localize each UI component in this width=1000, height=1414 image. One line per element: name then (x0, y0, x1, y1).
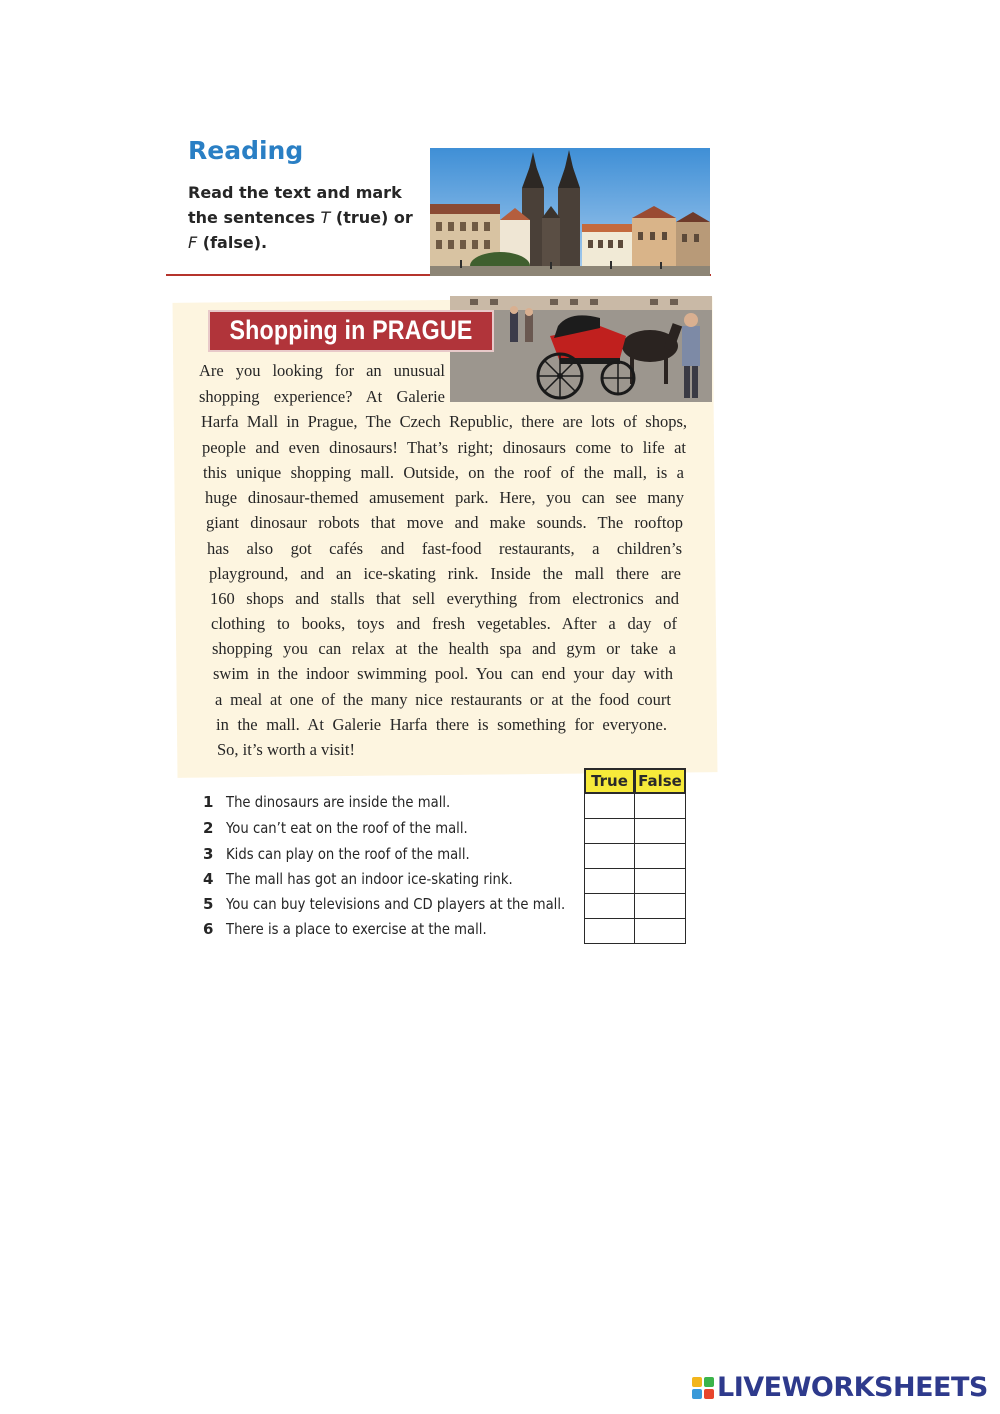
question-text: Kids can play on the roof of the mall. (226, 845, 470, 863)
section-heading: Reading (188, 136, 304, 165)
answer-true-q4[interactable] (584, 868, 635, 894)
question-number: 1 (203, 793, 214, 811)
article-line: clothing to books, toys and fresh vegetables. After a day of (211, 614, 677, 633)
question-number: 3 (203, 845, 214, 863)
answer-false-q1[interactable] (634, 793, 686, 819)
article-intro: Are you looking for an unusual shopping experience? At Galerie (199, 361, 445, 406)
prague-square-illustration (430, 148, 710, 276)
article-line: 160 shops and stalls that sell everything from electronics and (210, 589, 679, 608)
answer-true-q3[interactable] (584, 843, 635, 869)
article-line: in the mall. At Galerie Harfa there is something for everyone. (216, 715, 667, 734)
question-text: There is a place to exercise at the mall. (226, 920, 487, 938)
article-line: swim in the indoor swimming pool. You can end your day with (213, 664, 673, 683)
article-title: Shopping in PRAGUE (229, 315, 473, 345)
prague-square-photo (430, 148, 710, 276)
article-line: has also got cafés and fast-food restaurants, a children’s (207, 539, 682, 558)
liveworksheets-logo-icon (692, 1377, 714, 1399)
question-text: You can’t eat on the roof of the mall. (226, 819, 468, 837)
article-line: giant dinosaur robots that move and make sounds. The rooftop (206, 513, 683, 532)
answer-true-q2[interactable] (584, 818, 635, 844)
answer-false-q6[interactable] (634, 918, 686, 944)
question-text: You can buy televisions and CD players at the mall. (226, 895, 566, 913)
answer-false-q4[interactable] (634, 868, 686, 894)
question-number: 6 (203, 920, 214, 938)
article-line: Harfa Mall in Prague, The Czech Republic, there are lots of shops, (201, 412, 687, 431)
article-line: this unique shopping mall. Outside, on the roof of the mall, is a (203, 463, 684, 482)
article-line: shopping you can relax at the health spa and gym or take a (212, 639, 676, 658)
instructions-part: (true) or (330, 208, 413, 227)
answer-true-q6[interactable] (584, 918, 635, 944)
answer-false-q3[interactable] (634, 843, 686, 869)
column-header-true: True (584, 768, 635, 794)
instructions-part: (false). (197, 233, 268, 252)
brand-name: LIVEWORKSHEETS (717, 1372, 988, 1403)
answer-false-q2[interactable] (634, 818, 686, 844)
column-header-false: False (634, 768, 686, 794)
answer-true-q5[interactable] (584, 893, 635, 919)
question-number: 2 (203, 819, 214, 837)
instructions-false-letter: F (188, 233, 198, 252)
logo-squares-icon (692, 1377, 714, 1399)
article-line: So, it’s worth a visit! (217, 740, 355, 759)
article-line: playground, and an ice-skating rink. Inside the mall there are (209, 564, 681, 583)
article-line: huge dinosaur-themed amusement park. Here, you can see many (205, 488, 684, 507)
question-text: The mall has got an indoor ice-skating rink. (226, 870, 513, 888)
article-line: a meal at one of the many nice restaurants or at the food court (215, 690, 671, 709)
article-line: people and even dinosaurs! That’s right; dinosaurs come to life at (202, 438, 686, 457)
instructions-part: Read the text and mark the sentences (188, 183, 402, 227)
question-number: 5 (203, 895, 214, 913)
question-text: The dinosaurs are inside the mall. (226, 793, 451, 811)
question-number: 4 (203, 870, 214, 888)
instructions (188, 180, 423, 255)
answer-true-q1[interactable] (584, 793, 635, 819)
answer-false-q5[interactable] (634, 893, 686, 919)
instructions-true-letter: T (320, 208, 331, 227)
